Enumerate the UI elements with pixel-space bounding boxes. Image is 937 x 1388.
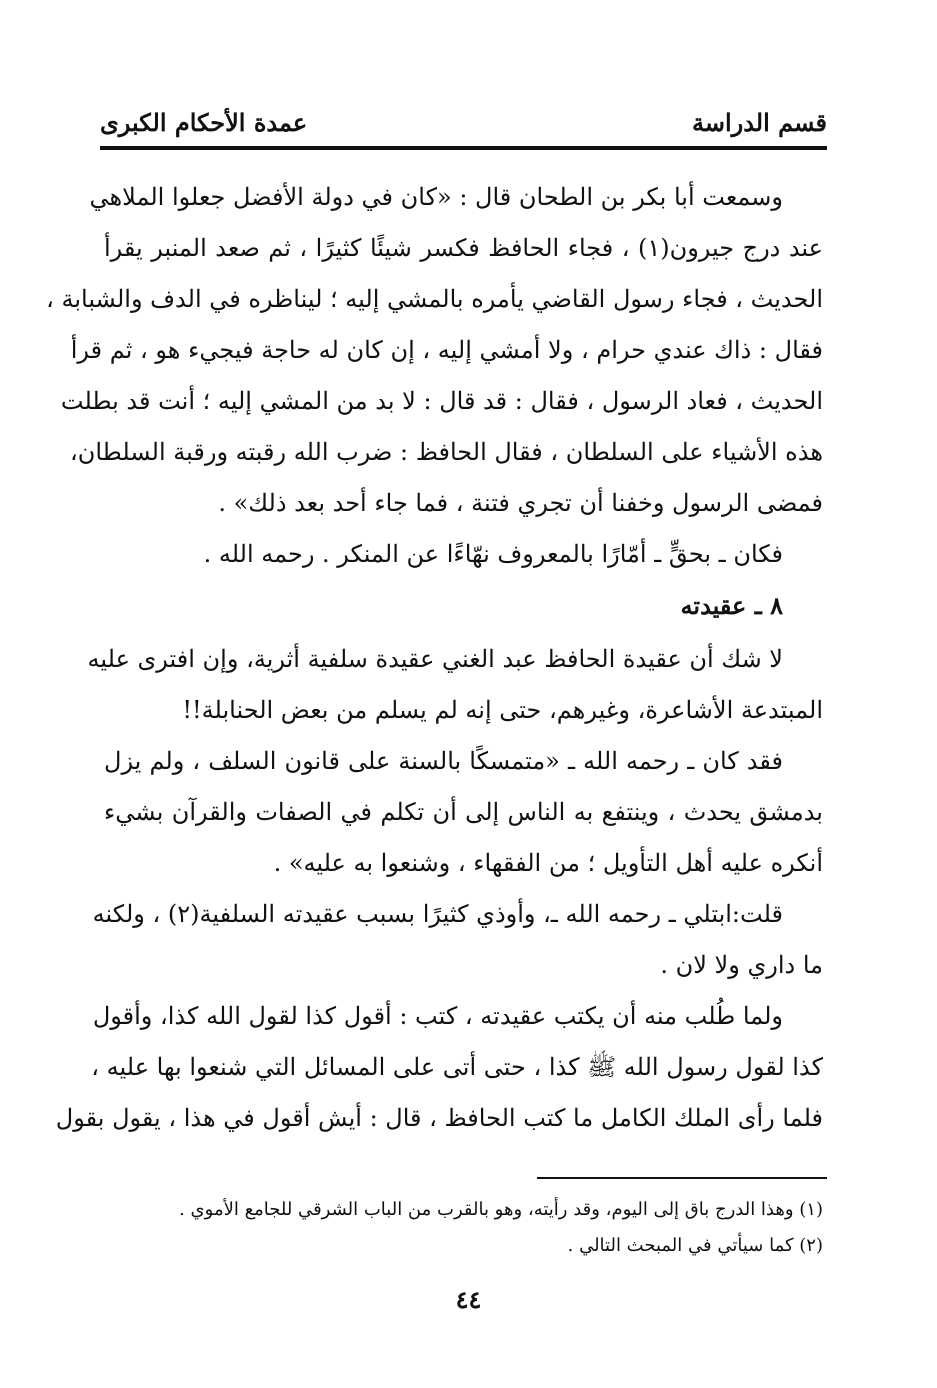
text-line: هذه الأشياء على السلطان ، فقال الحافظ : ضرب الله رقبته ورقبة السلطان، [69, 438, 823, 466]
section-title: قسم الدراسة [691, 108, 827, 137]
text-line: لا شك أن عقيدة الحافظ عبد الغني عقيدة سلفية أثرية، وإن افترى عليه [87, 645, 783, 673]
text-line: المبتدعة الأشاعرة، وغيرهم، حتى إنه لم يسلم من بعض الحنابلة!! [182, 696, 823, 724]
text-line: فكان ـ بحقٍّ ـ أمّارًا بالمعروف نهّاءًا عن المنكر . رحمه الله . [203, 540, 783, 568]
text-line: أنكره عليه أهل التأويل ؛ من الفقهاء ، وشنعوا به عليه» . [273, 849, 823, 877]
text-line: قلت:ابتلي ـ رحمه الله ـ، وأوذي كثيرًا بسبب عقيدته السلفية(٢) ، ولكنه [92, 900, 783, 928]
text-line: بدمشق يحدث ، وينتفع به الناس إلى أن تكلم في الصفات والقرآن بشيء [104, 798, 823, 826]
section-heading: ٨ ـ عقيدته [680, 591, 783, 620]
text-line: الحديث ، فعاد الرسول ، فقال : قد قال : لا بد من المشي إليه ؛ أنت قد بطلت [60, 387, 823, 415]
footnote: (٢) كما سيأتي في المبحث التالي . [567, 1235, 823, 1256]
footnote-rule [537, 1177, 827, 1179]
book-title: عمدة الأحكام الكبرى [100, 108, 308, 137]
text-line: فمضى الرسول وخفنا أن تجري فتنة ، فما جاء أحد بعد ذلك» . [218, 489, 823, 517]
text-line: فلما رأى الملك الكامل ما كتب الحافظ ، قال : أيش أقول في هذا ، يقول بقول [55, 1104, 823, 1132]
text-line: كذا لقول رسول الله ﷺ كذا ، حتى أتى على المسائل التي شنعوا بها عليه ، [91, 1053, 823, 1081]
text-line: ما داري ولا لان . [660, 951, 823, 979]
text-line: فقال : ذاك عندي حرام ، ولا أمشي إليه ، إن كان له حاجة فيجيء هو ، ثم قرأ [70, 336, 823, 364]
text-line: الحديث ، فجاء رسول القاضي يأمره بالمشي إليه ؛ ليناظره في الدف والشبابة ، [46, 285, 823, 313]
header-rule [100, 146, 827, 150]
page-number: ٤٤ [455, 1285, 482, 1314]
text-line: عند درج جيرون(١) ، فجاء الحافظ فكسر شيئًا كثيرًا ، ثم صعد المنبر يقرأ [104, 234, 823, 262]
footnotes [104, 1192, 823, 1264]
text-line: وسمعت أبا بكر بن الطحان قال : «كان في دولة الأفضل جعلوا الملاهي [89, 183, 783, 211]
footnote: (١) وهذا الدرج باق إلى اليوم، وقد رأيته، وهو بالقرب من الباب الشرقي للجامع الأموي . [179, 1199, 823, 1220]
running-header [100, 108, 827, 142]
main-text [46, 172, 823, 1144]
text-line: ولما طُلب منه أن يكتب عقيدته ، كتب : أقول كذا لقول الله كذا، وأقول [92, 1002, 783, 1030]
text-line: فقد كان ـ رحمه الله ـ «متمسكًا بالسنة على قانون السلف ، ولم يزل [104, 747, 783, 775]
